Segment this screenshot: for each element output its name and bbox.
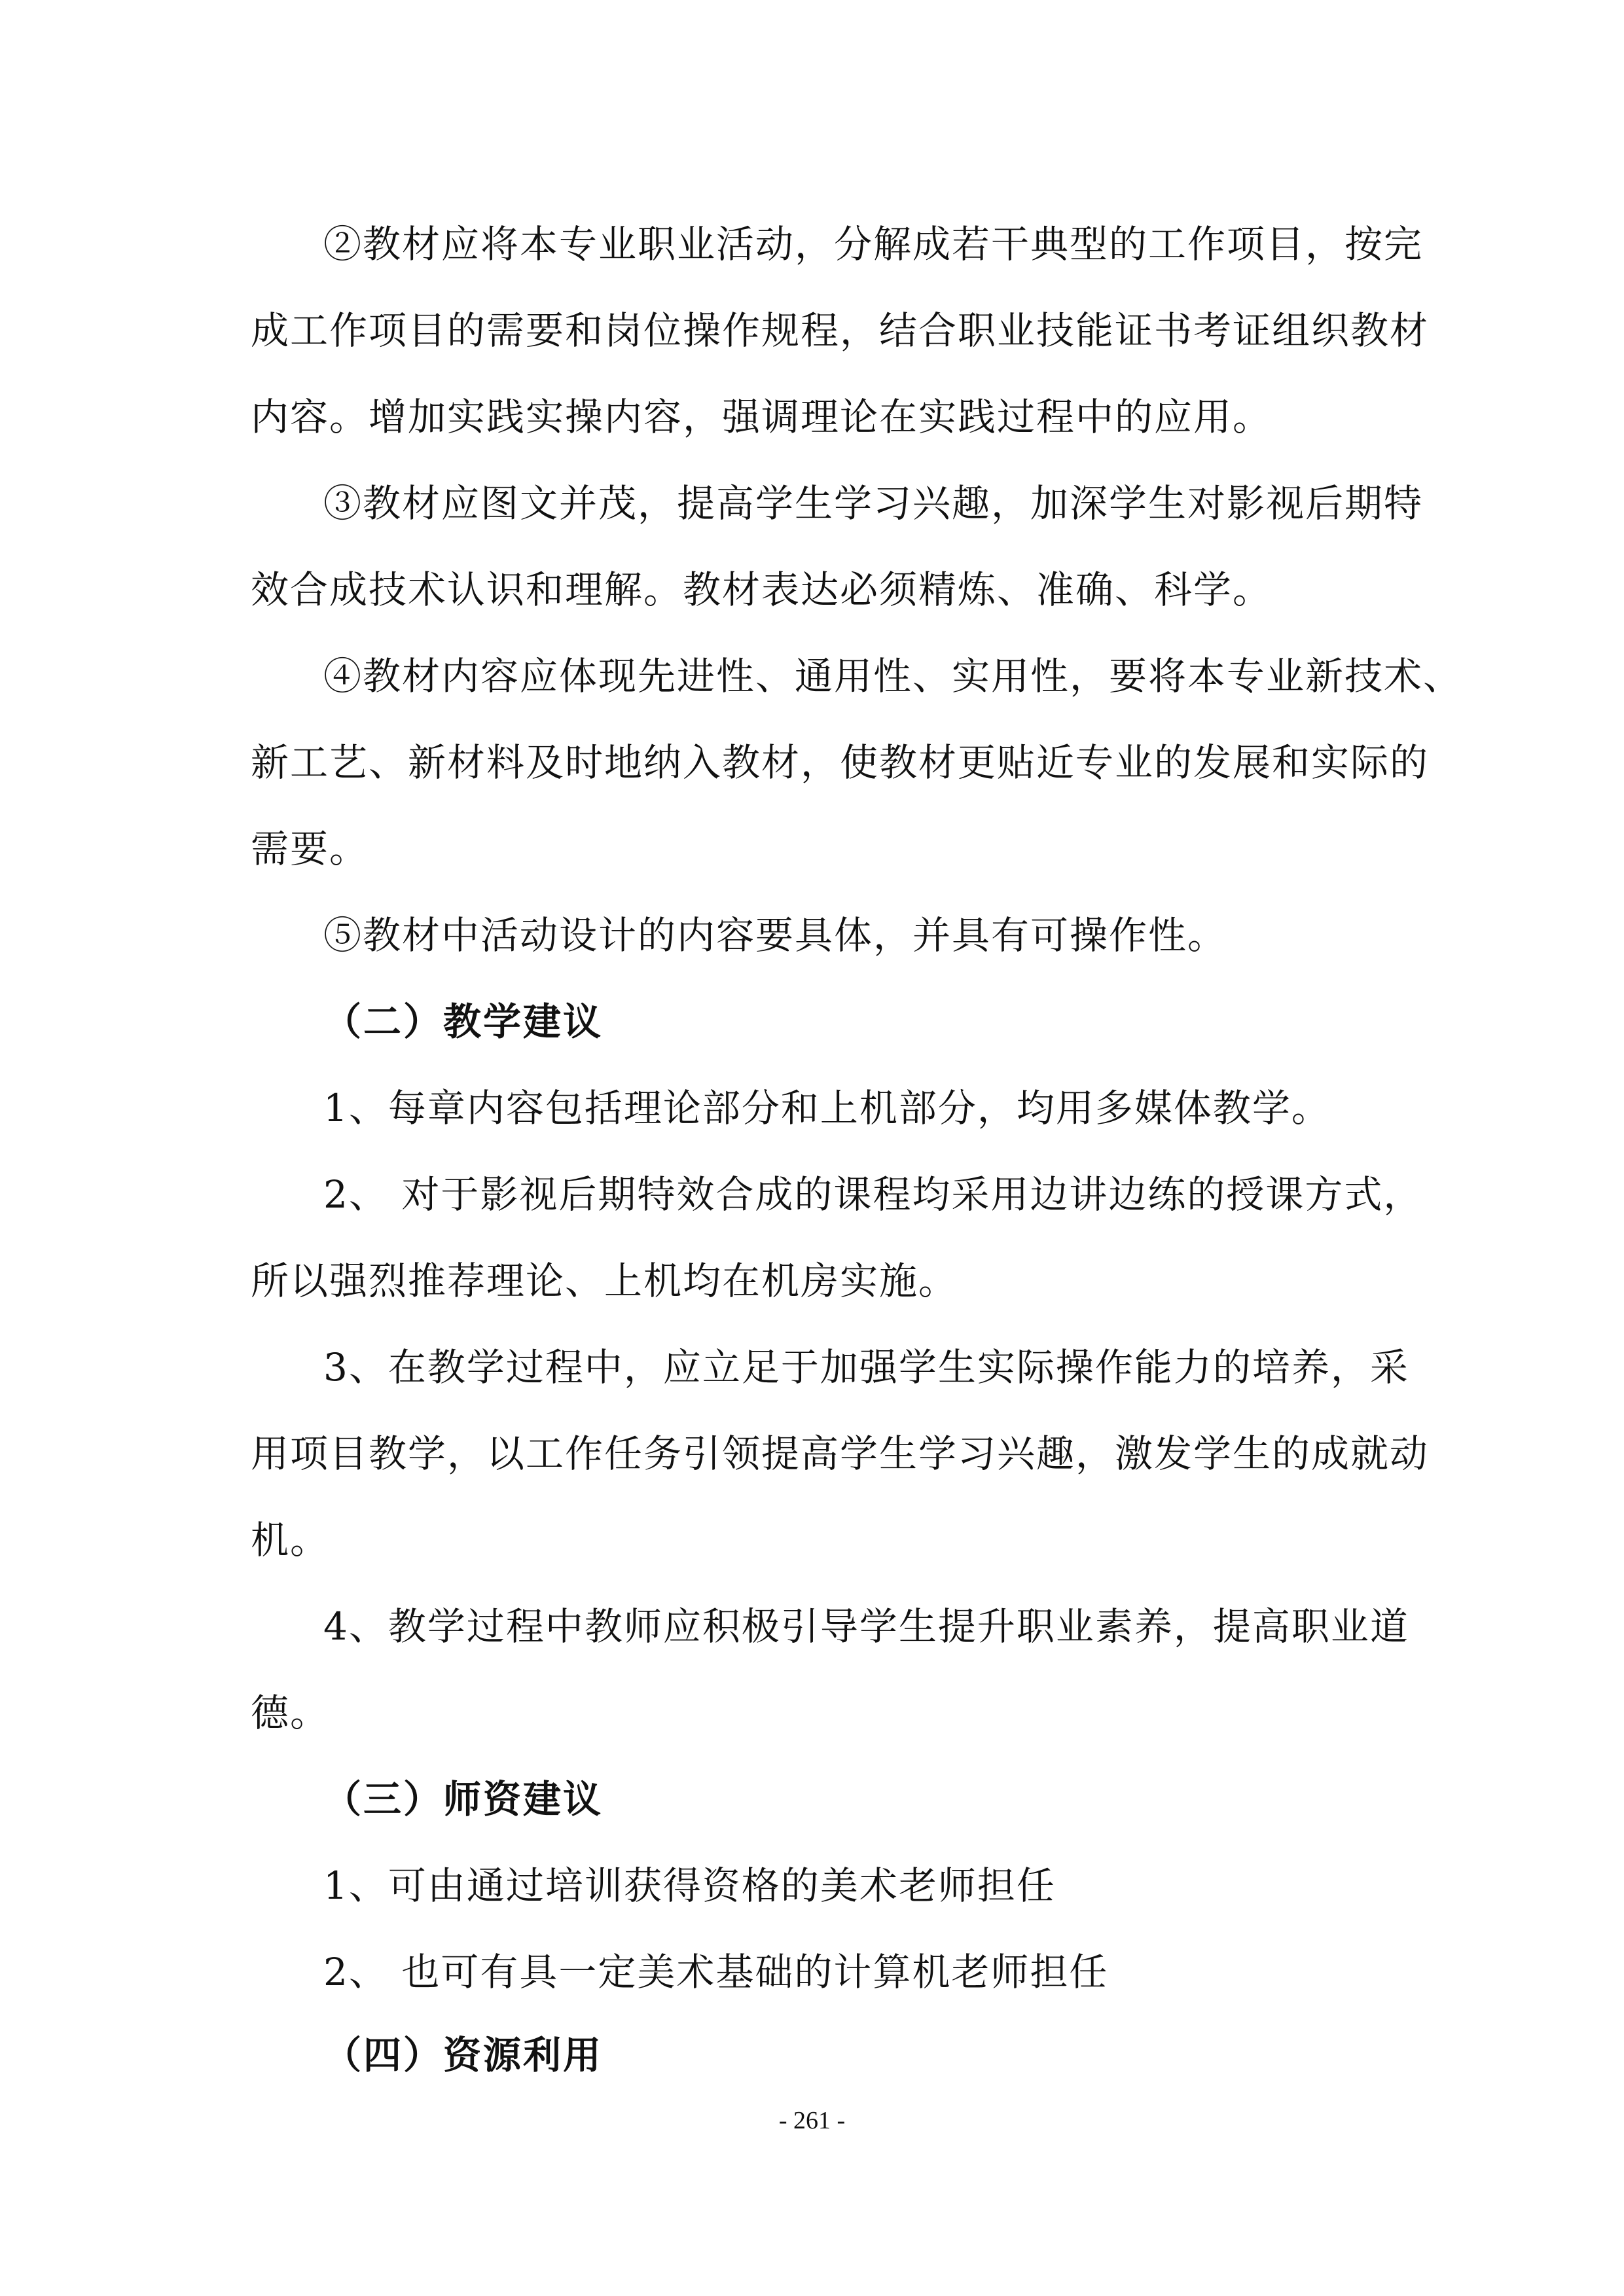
- list-item-line: 1、每章内容包括理论部分和上机部分，均用多媒体教学。: [323, 1086, 1331, 1130]
- list-item-line: 德。: [251, 1691, 330, 1735]
- paragraph-line: 效合成技术认识和理解。教材表达必须精炼、准确、科学。: [251, 567, 1272, 612]
- list-item-line: 2、 也可有具一定美术基础的计算机老师担任: [323, 1950, 1109, 1994]
- section-heading: （四）资源利用: [323, 2033, 604, 2077]
- list-item-line: 所以强烈推荐理论、上机均在机房实施。: [251, 1259, 958, 1303]
- list-item-line: 机。: [251, 1518, 330, 1562]
- section-heading: （二）教学建议: [323, 999, 604, 1044]
- paragraph-line: 新工艺、新材料及时地纳入教材，使教材更贴近专业的发展和实际的: [251, 740, 1430, 785]
- list-item-line: 用项目教学，以工作任务引领提高学生学习兴趣，激发学生的成就动: [251, 1431, 1430, 1476]
- page-number: - 261 -: [778, 2107, 846, 2134]
- list-item-line: 4、教学过程中教师应积极引导学生提升职业素养，提高职业道: [323, 1604, 1409, 1649]
- paragraph-line: ②教材应将本专业职业活动，分解成若干典型的工作项目，按完: [323, 222, 1424, 266]
- list-item-line: 3、在教学过程中，应立足于加强学生实际操作能力的培养，采: [323, 1345, 1409, 1390]
- section-heading: （三）师资建议: [323, 1777, 604, 1821]
- paragraph-line: ④教材内容应体现先进性、通用性、实用性，要将本专业新技术、: [323, 654, 1463, 698]
- paragraph-line: ⑤教材中活动设计的内容要具体，并具有可操作性。: [323, 913, 1227, 958]
- paragraph-line: 内容。增加实践实操内容，强调理论在实践过程中的应用。: [251, 395, 1272, 439]
- paragraph-line: 成工作项目的需要和岗位操作规程，结合职业技能证书考证组织教材: [251, 308, 1430, 353]
- list-item-line: 1、可由通过培训获得资格的美术老师担任: [323, 1863, 1056, 1908]
- paragraph-line: ③教材应图文并茂，提高学生学习兴趣，加深学生对影视后期特: [323, 481, 1424, 526]
- paragraph-line: 需要。: [251, 827, 369, 871]
- list-item-line: 2、 对于影视后期特效合成的课程均采用边讲边练的授课方式，: [323, 1172, 1423, 1217]
